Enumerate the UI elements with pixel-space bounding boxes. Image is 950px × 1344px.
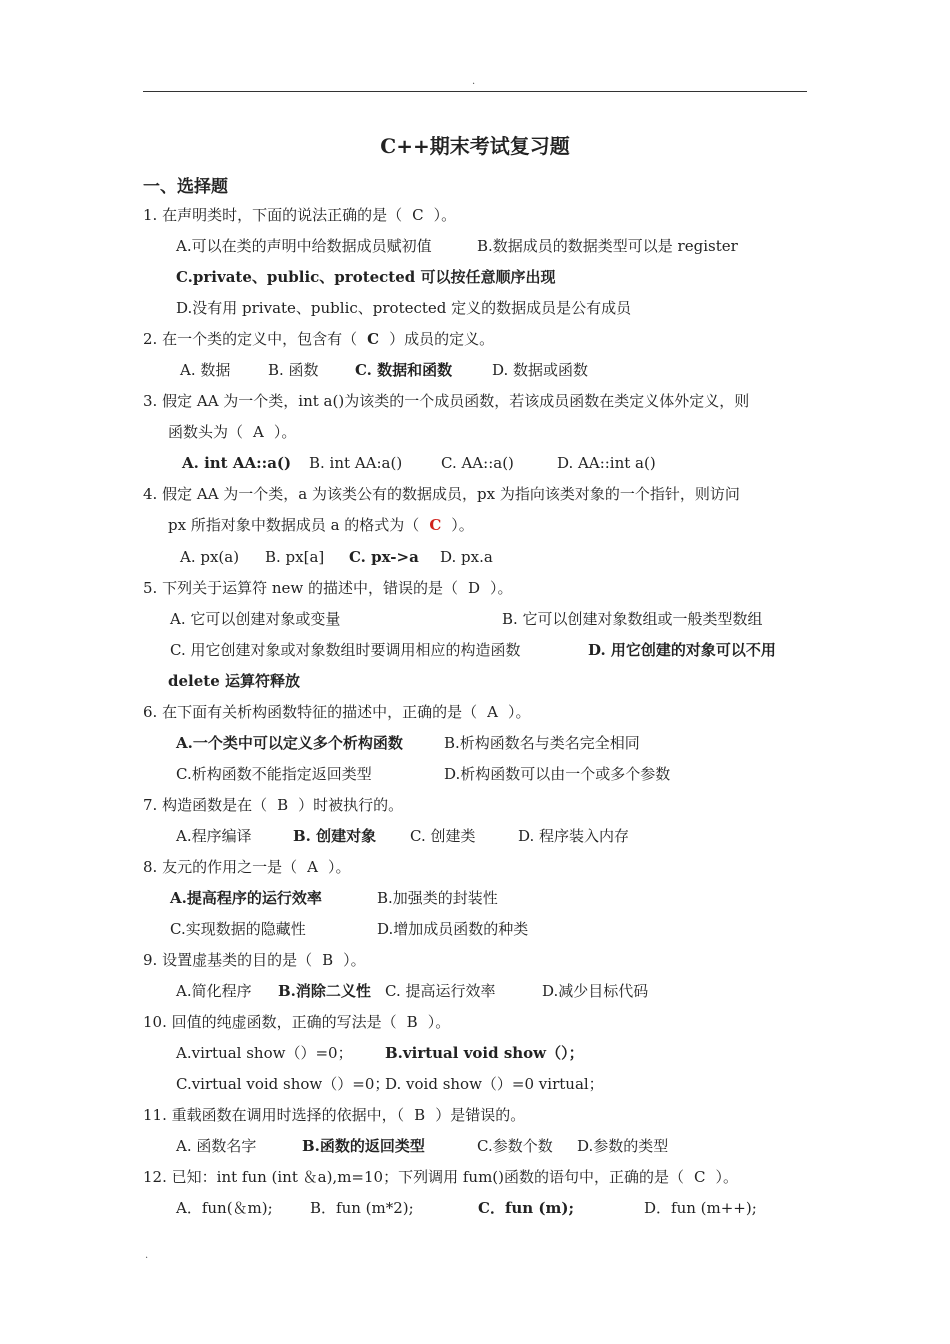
option-a-correct: A.一个类中可以定义多个析构函数 xyxy=(176,734,403,752)
option-b-correct: B.函数的返回类型 xyxy=(302,1137,425,1155)
option-c: C. 创建类 xyxy=(410,827,476,845)
question-stem: 在下面有关析构函数特征的描述中，正确的是（ xyxy=(162,703,478,721)
question-stem: 设置虚基类的目的是（ xyxy=(162,951,313,969)
page-title: C++期末考试复习题 xyxy=(380,134,570,158)
question-stem: 下列关于运算符 new 的描述中，错误的是（ xyxy=(162,579,459,597)
question-2 xyxy=(143,328,494,350)
question-stem: 构造函数是在（ xyxy=(162,796,268,814)
header-rule xyxy=(143,91,807,92)
option-d: D. AA::int a() xyxy=(557,454,656,472)
option-c: C. AA::a() xyxy=(441,454,514,472)
question-stem-end: ）。 xyxy=(715,1168,738,1186)
option-c: C.virtual void show（）=0； xyxy=(176,1075,390,1093)
answer-letter: B xyxy=(406,1013,418,1031)
option-d: D.没有用 private、public、protected 定义的数据成员是公有成员 xyxy=(176,299,632,317)
option-a: A.可以在类的声明中给数据成员赋初值 xyxy=(176,237,432,255)
question-number: 12. xyxy=(143,1168,167,1186)
question-4-cont xyxy=(168,514,474,536)
question-12 xyxy=(143,1166,738,1188)
option-a: A. px(a) xyxy=(180,548,240,566)
answer-letter: D xyxy=(468,579,481,597)
option-c: C. 用它创建对象或对象数组时要调用相应的构造函数 xyxy=(170,641,521,659)
answer-letter: C xyxy=(694,1168,706,1186)
option-d: D. void show（）=0 virtual； xyxy=(385,1075,604,1093)
answer-letter: A xyxy=(487,703,498,721)
option-c-correct: C. px->a xyxy=(349,548,419,566)
answer-letter: B xyxy=(277,796,289,814)
question-3 xyxy=(143,390,749,412)
option-d-correct-cont: delete 运算符释放 xyxy=(168,672,300,690)
option-d: D. px.a xyxy=(440,548,493,566)
question-number: 9. xyxy=(143,951,158,969)
header-dot: . xyxy=(472,76,476,87)
question-stem-end: ）时被执行的。 xyxy=(298,796,404,814)
option-a: A.简化程序 xyxy=(176,982,252,1000)
question-number: 11. xyxy=(143,1106,167,1124)
option-d: D．fun (m++); xyxy=(644,1199,757,1217)
question-stem-end: ）。 xyxy=(343,951,366,969)
question-6 xyxy=(143,701,530,723)
question-stem-end: ）。 xyxy=(273,423,297,441)
question-3-cont xyxy=(168,421,296,443)
question-10 xyxy=(143,1011,450,1033)
answer-letter: B xyxy=(414,1106,426,1124)
option-a: A.程序编译 xyxy=(176,827,252,845)
question-stem-end: ）成员的定义。 xyxy=(389,330,495,348)
answer-letter: C xyxy=(429,516,442,534)
question-number: 6. xyxy=(143,703,158,721)
option-c: C.参数个数 xyxy=(477,1137,553,1155)
question-stem: px 所指对象中数据成员 a 的格式为（ xyxy=(168,516,420,534)
section-heading: 一、选择题 xyxy=(143,177,228,197)
question-stem: 函数头为（ xyxy=(168,423,244,441)
option-b: B.加强类的封装性 xyxy=(377,889,498,907)
option-d-correct: D. 用它创建的对象可以不用 xyxy=(588,641,776,659)
option-a: A. 它可以创建对象或变量 xyxy=(170,610,341,628)
question-number: 8. xyxy=(143,858,158,876)
option-c: C. 提高运行效率 xyxy=(385,982,496,1000)
option-a-correct: A.提高程序的运行效率 xyxy=(170,889,322,907)
option-b: B. px[a] xyxy=(265,548,325,566)
option-d: D. 数据或函数 xyxy=(492,361,589,379)
question-stem-end: ）是错误的。 xyxy=(435,1106,526,1124)
footer-dot: . xyxy=(145,1250,149,1261)
question-stem-end: ）。 xyxy=(427,1013,451,1031)
question-number: 5. xyxy=(143,579,158,597)
option-c: C.实现数据的隐藏性 xyxy=(170,920,306,938)
option-b: B.数据成员的数据类型可以是 register xyxy=(477,237,738,255)
question-stem-end: ）。 xyxy=(490,579,513,597)
question-8 xyxy=(143,856,350,878)
option-c: C.析构函数不能指定返回类型 xyxy=(176,765,372,783)
option-c-correct: C. 数据和函数 xyxy=(355,361,453,379)
question-4 xyxy=(143,483,740,505)
question-5 xyxy=(143,577,513,599)
option-d: D.减少目标代码 xyxy=(542,982,649,1000)
question-stem: 在一个类的定义中，包含有（ xyxy=(162,330,358,348)
option-a: A．fun(＆m); xyxy=(176,1199,273,1217)
question-number: 1. xyxy=(143,206,158,224)
question-stem: 已知：int fun (int ＆a),m=10；下列调用 fum()函数的语句中，正确的是（ xyxy=(171,1168,684,1186)
option-b-correct: B. 创建对象 xyxy=(293,827,377,845)
question-stem-end: ）。 xyxy=(507,703,531,721)
answer-letter: A xyxy=(253,423,264,441)
question-7 xyxy=(143,794,403,816)
question-number: 2. xyxy=(143,330,158,348)
question-stem: 友元的作用之一是（ xyxy=(162,858,298,876)
question-9 xyxy=(143,949,366,971)
question-stem: 在声明类时，下面的说法正确的是（ xyxy=(162,206,403,224)
question-stem-end: ）。 xyxy=(433,206,457,224)
option-b: B．fun (m*2); xyxy=(310,1199,414,1217)
question-stem: 假定 AA 为一个类，a 为该类公有的数据成员，px 为指向该类对象的一个指针，则访问 xyxy=(162,485,740,503)
question-11 xyxy=(143,1104,525,1126)
option-d: D.增加成员函数的种类 xyxy=(377,920,529,938)
option-a: A. 数据 xyxy=(180,361,231,379)
option-b: B.析构函数名与类名完全相同 xyxy=(444,734,640,752)
question-1 xyxy=(143,204,456,226)
answer-letter: B xyxy=(322,951,334,969)
option-a: A.virtual show（）=0； xyxy=(176,1044,353,1062)
option-b-correct: B.virtual void show（）； xyxy=(385,1044,584,1062)
question-number: 3. xyxy=(143,392,158,410)
option-b: B. 函数 xyxy=(268,361,319,379)
option-d: D.参数的类型 xyxy=(577,1137,669,1155)
question-number: 7. xyxy=(143,796,158,814)
question-stem-end: ）。 xyxy=(451,516,474,534)
answer-letter: C xyxy=(367,330,380,348)
question-stem: 重载函数在调用时选择的依据中，（ xyxy=(171,1106,405,1124)
option-b-correct: B.消除二义性 xyxy=(278,982,371,1000)
option-b: B. 它可以创建对象数组或一般类型数组 xyxy=(502,610,763,628)
answer-letter: A xyxy=(307,858,318,876)
question-number: 10. xyxy=(143,1013,167,1031)
option-c-correct: C．fun (m); xyxy=(478,1199,575,1217)
option-b: B. int AA:a() xyxy=(309,454,403,472)
question-stem: 假定 AA 为一个类，int a()为该类的一个成员函数，若该成员函数在类定义体外定义，则 xyxy=(162,392,750,410)
question-number: 4. xyxy=(143,485,158,503)
answer-letter: C xyxy=(412,206,424,224)
question-stem-end: ）。 xyxy=(327,858,351,876)
option-a-correct: A. int AA::a() xyxy=(182,454,292,472)
option-a: A. 函数名字 xyxy=(176,1137,257,1155)
option-c-correct: C.private、public、protected 可以按任意顺序出现 xyxy=(176,268,556,286)
option-d: D. 程序装入内存 xyxy=(518,827,630,845)
question-stem: 回值的纯虚函数，正确的写法是（ xyxy=(171,1013,397,1031)
option-d: D.析构函数可以由一个或多个参数 xyxy=(444,765,671,783)
